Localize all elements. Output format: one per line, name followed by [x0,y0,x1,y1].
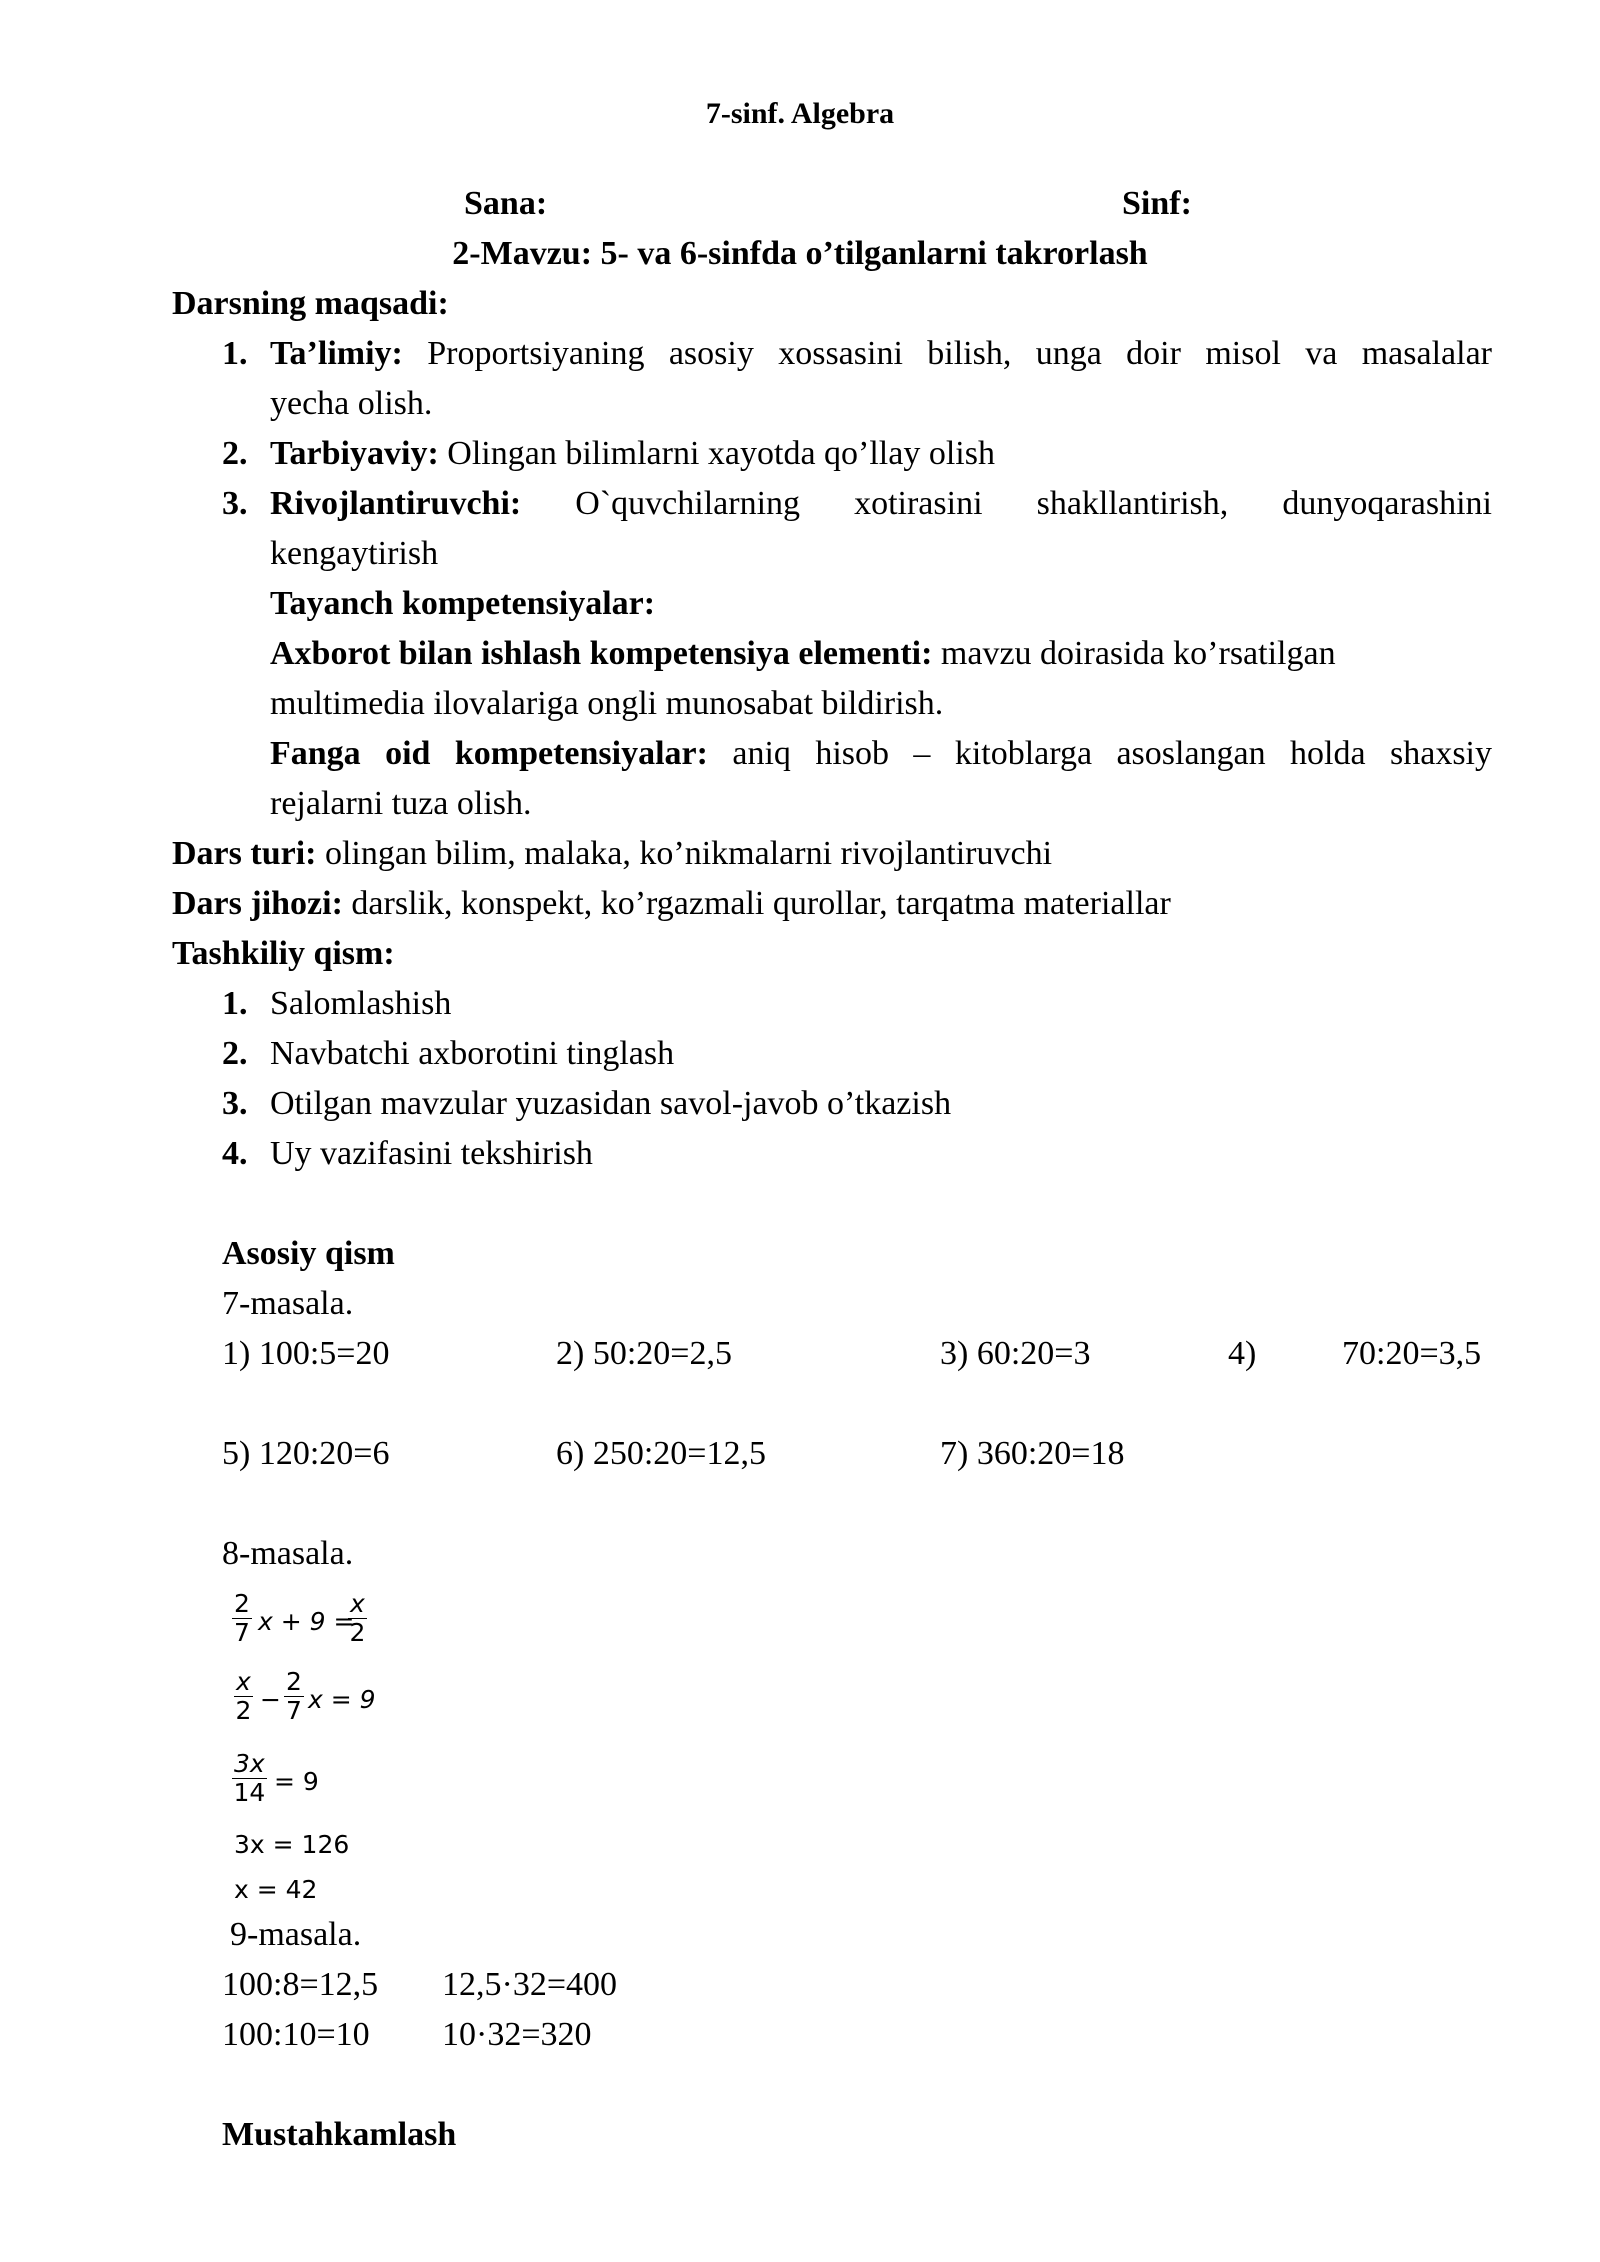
goal-item-developmental [222,479,1492,529]
goal-label: Rivojlantiruvchi: [270,485,522,522]
organizational-item [222,1079,951,1129]
problem-7-answer-number: 4) [1228,1335,1257,1372]
goal-label: Ta’limiy: [270,335,403,372]
competency-text: mavzu doirasida ko’rsatilgan [932,635,1336,672]
problem-9-title: 9-masala. [230,1916,362,1953]
problem-8-title: 8-masala. [222,1535,354,1572]
goal-item-upbringing [222,429,995,479]
organizational-item [222,979,451,1029]
main-part-heading: Asosiy qism [222,1235,395,1272]
fraction: $\frac{x}{2}$ [235,1667,252,1725]
problem-7-title: 7-masala. [222,1285,354,1322]
lesson-equipment [172,879,1171,929]
goal-text: Proportsiyaning asosiy xossasini bilish, unga doir misol va masalalar [402,335,1492,372]
item-text: Uy vazifasini tekshirish [270,1135,593,1172]
competency-label: Axborot bilan ishlash kompetensiya elementi: [270,635,933,672]
item-text: Otilgan mavzular yuzasidan savol-javob o’tkazish [270,1085,952,1122]
item-number: 2. [222,1035,248,1072]
goal-text: O`quvchilarning xotirasini shakllantirish, dunyoqarashini [521,485,1492,522]
lesson-type-text: olingan bilim, malaka, ko’nikmalarni rivojlantiruvchi [316,835,1053,872]
lesson-equipment-text: darslik, konspekt, ko’rgazmali qurollar, tarqatma materiallar [342,885,1171,922]
equation-part: − [260,1685,281,1714]
item-number: 4. [222,1135,248,1172]
competency-text-continuation: multimedia ilovalariga ongli munosabat bildirish. [270,685,944,722]
problem-9-answer: 100:10=10 [222,2016,370,2053]
organizational-heading: Tashkiliy qism: [172,935,395,972]
organizational-item [222,1029,674,1079]
competency-information [270,629,1336,679]
problem-7-answer: 3) 60:20=3 [940,1335,1091,1372]
equation-part: x = 9 [308,1685,376,1714]
goal-item-educational [222,329,1492,379]
goal-text: Olingan bilimlarni xayotda qo’llay olish [438,435,995,472]
class-label: Sinf: [1122,185,1192,222]
goal-text-continuation: kengaytirish [270,535,439,572]
fraction: $\frac{2}{7}$ [234,1589,250,1647]
lesson-topic: 2-Mavzu: 5- va 6-sinfda o’tilganlarni takrorlash [452,235,1148,272]
reinforcement-heading: Mustahkamlash [222,2116,457,2153]
item-text: Navbatchi axborotini tinglash [270,1035,675,1072]
item-number: 1. [222,985,248,1022]
goals-heading: Darsning maqsadi: [172,285,449,322]
problem-7-answer: 70:20=3,5 [1342,1335,1482,1372]
organizational-item [222,1129,593,1179]
problem-9-answer: 100:8=12,5 [222,1966,379,2003]
competency-label: Fanga oid kompetensiyalar: [270,735,708,772]
goal-label: Tarbiyaviy: [270,435,439,472]
goal-number: 3. [222,485,248,522]
problem-7-answer: 7) 360:20=18 [940,1435,1125,1472]
lesson-type-label: Dars turi: [172,835,317,872]
fraction: $\frac{3x}{14}$ [233,1749,266,1807]
fraction: $\frac{x}{2}$ [349,1589,366,1647]
competency-text-continuation: rejalarni tuza olish. [270,785,532,822]
fraction: $\frac{2}{7}$ [286,1667,302,1725]
equation-line: 3x = 126 [234,1830,350,1859]
date-label: Sana: [464,185,548,222]
competency-subject [270,729,1492,779]
goal-number: 1. [222,335,248,372]
equation-part: x + 9 = [258,1607,355,1636]
lesson-equipment-label: Dars jihozi: [172,885,343,922]
competencies-heading: Tayanch kompetensiyalar: [270,585,656,622]
problem-9-answer: 12,5·32=400 [442,1966,617,2003]
lesson-type [172,829,1052,879]
document-title: 7-sinf. Algebra [705,97,895,130]
problem-7-answer: 5) 120:20=6 [222,1435,390,1472]
equation-part: = 9 [274,1767,319,1796]
goal-text-continuation: yecha olish. [270,385,433,422]
problem-7-answer: 1) 100:5=20 [222,1335,390,1372]
item-number: 3. [222,1085,248,1122]
competency-text: aniq hisob – kitoblarga asoslangan holda shaxsiy [707,735,1492,772]
item-text: Salomlashish [270,985,452,1022]
problem-9-answer: 10·32=320 [442,2016,592,2053]
problem-7-answer: 6) 250:20=12,5 [556,1435,766,1472]
equation-line: x = 42 [234,1875,318,1904]
problem-7-answer: 2) 50:20=2,5 [556,1335,732,1372]
goal-number: 2. [222,435,248,472]
